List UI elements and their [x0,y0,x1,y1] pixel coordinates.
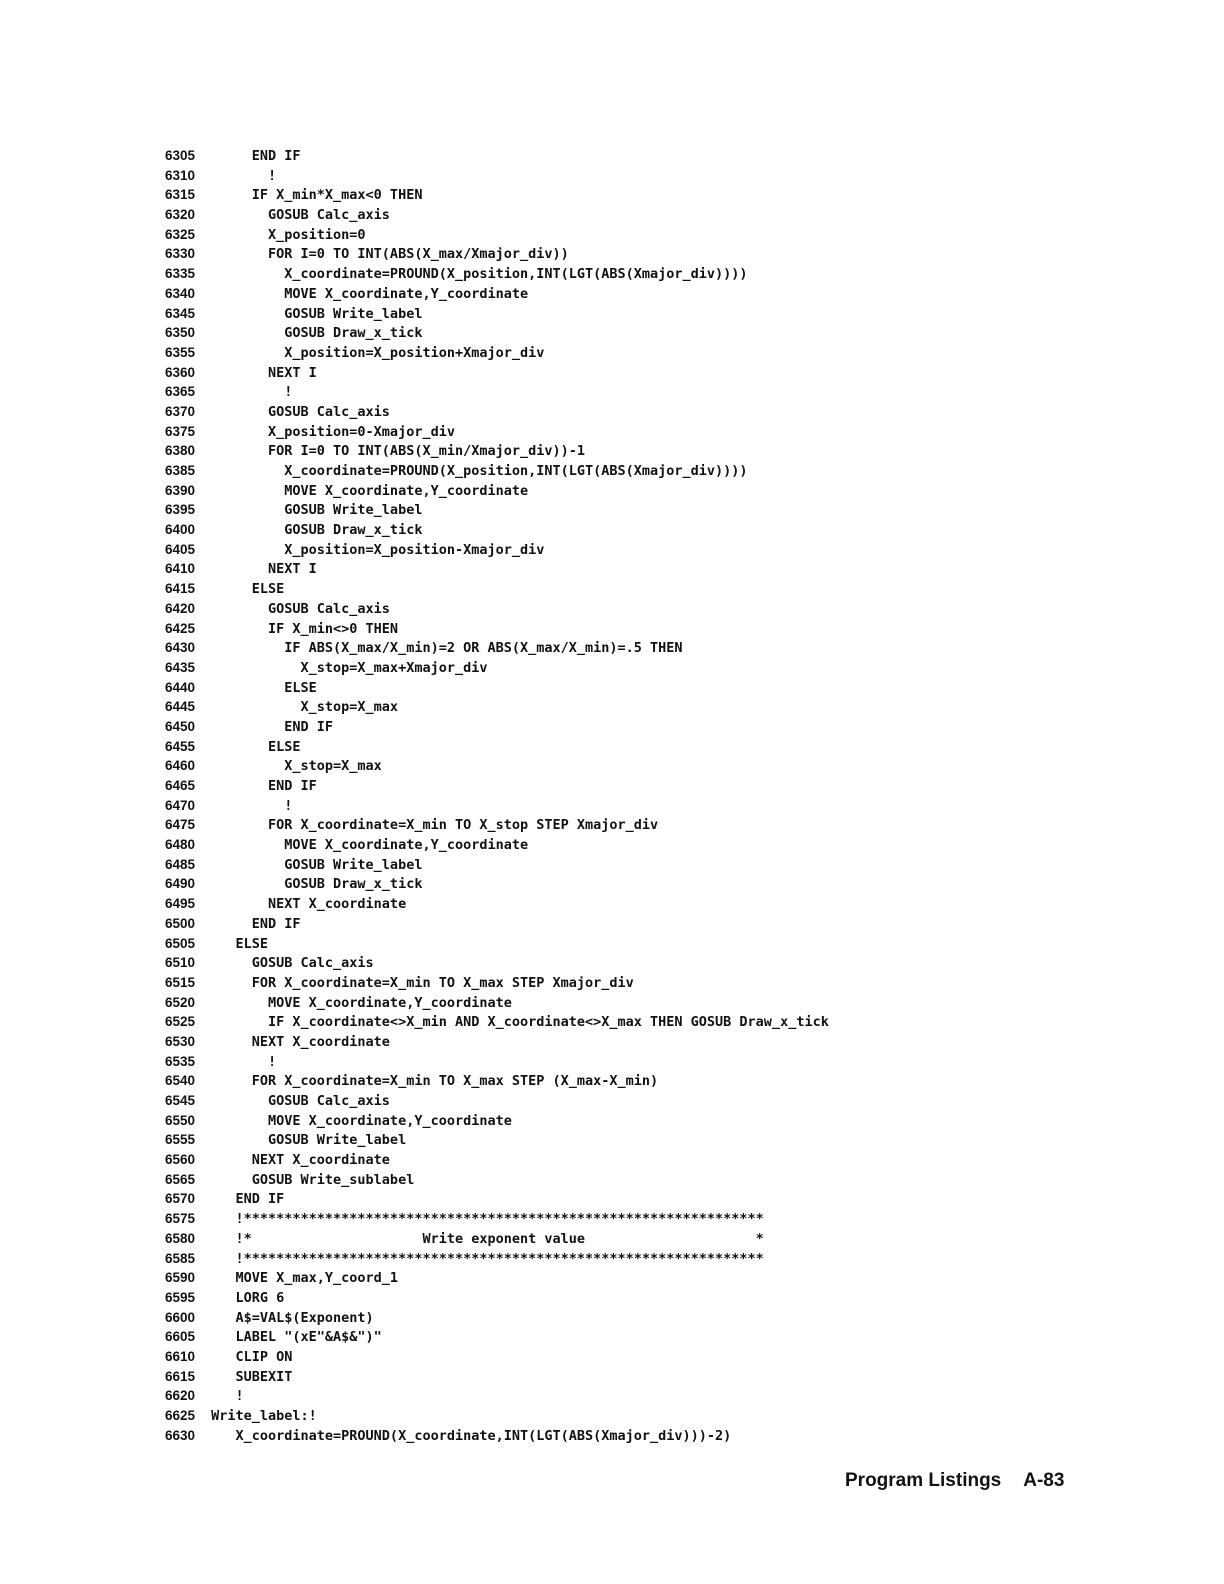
line-number: 6535 [165,1053,196,1069]
line-number: 6395 [165,502,196,518]
code-text: NEXT I [203,364,317,381]
line-number: 6415 [165,581,196,597]
code-text: NEXT X_coordinate [203,1033,390,1050]
code-text: ! [203,1388,244,1405]
line-number: 6625 [165,1408,196,1423]
line-number: 6370 [165,403,196,419]
line-number: 6400 [165,522,196,538]
code-line [165,481,1065,501]
code-text: FOR I=0 TO INT(ABS(X_max/Xmajor_div)) [203,246,569,263]
code-line [165,1071,1065,1091]
code-text: ! [203,167,277,184]
code-text: FOR X_coordinate=X_min TO X_stop STEP Xmajor_div [203,817,659,834]
line-number: 6305 [165,148,196,163]
code-line [165,559,1065,579]
line-number: 6610 [165,1348,196,1364]
code-line [165,1347,1065,1367]
line-number: 6555 [165,1132,196,1148]
line-number: 6490 [165,876,196,892]
code-line [165,1268,1065,1288]
code-line [165,264,1065,284]
code-text: !* Write exponent value * [203,1230,764,1247]
line-number: 6375 [165,423,196,439]
line-number: 6620 [165,1388,196,1404]
code-text: LORG 6 [203,1289,285,1306]
code-line [165,441,1065,461]
code-text: LABEL "(xE"&A$&")" [203,1329,382,1346]
code-text: IF X_min<>0 THEN [203,620,399,637]
line-number: 6335 [165,266,196,282]
code-text: CLIP ON [203,1348,293,1365]
code-line [165,599,1065,619]
code-text: MOVE X_coordinate,Y_coordinate [203,285,529,302]
line-number: 6540 [165,1073,196,1089]
code-text: GOSUB Draw_x_tick [203,325,423,342]
code-line [165,1032,1065,1052]
line-number: 6360 [165,364,196,380]
code-line [165,1426,1065,1446]
code-text: GOSUB Calc_axis [203,207,390,224]
code-line [165,1170,1065,1190]
code-text: X_stop=X_max [203,758,382,775]
line-number: 6470 [165,797,196,813]
code-line [165,973,1065,993]
line-number: 6525 [165,1014,196,1030]
code-text: IF X_coordinate<>X_min AND X_coordinate<>X_max THEN GOSUB Draw_x_tick [203,1014,829,1031]
line-number: 6390 [165,482,196,498]
code-line [165,934,1065,954]
code-text: GOSUB Write_label [203,856,423,873]
code-text: NEXT X_coordinate [203,1152,390,1169]
line-number: 6455 [165,738,196,754]
code-line [165,697,1065,717]
line-number: 6460 [165,758,196,774]
code-text: ! [203,1053,277,1070]
code-line [165,658,1065,678]
code-text: GOSUB Draw_x_tick [203,876,423,893]
code-line [165,166,1065,186]
code-line [165,284,1065,304]
line-number: 6565 [165,1171,196,1187]
line-number: 6380 [165,443,196,459]
code-line [165,1229,1065,1249]
line-number: 6605 [165,1329,196,1345]
code-text: MOVE X_max,Y_coord_1 [203,1270,399,1287]
code-text: FOR X_coordinate=X_min TO X_max STEP Xmajor_div [203,974,634,991]
line-number: 6465 [165,778,196,793]
line-number: 6435 [165,659,196,675]
line-number: 6320 [165,207,196,223]
code-line [165,304,1065,324]
code-text: MOVE X_coordinate,Y_coordinate [203,837,529,854]
code-text: GOSUB Calc_axis [203,1093,390,1109]
code-text: X_position=0-Xmajor_div [203,423,455,440]
line-number: 6325 [165,226,196,242]
line-number: 6615 [165,1368,196,1384]
code-text: X_coordinate=PROUND(X_coordinate,INT(LGT(ABS(Xmajor_div)))-2) [203,1427,732,1444]
code-text: END IF [203,1191,285,1208]
code-line [165,146,1065,166]
code-text: ELSE [203,581,285,598]
line-number: 6385 [165,463,196,478]
code-text: GOSUB Draw_x_tick [203,522,423,539]
code-text: GOSUB Calc_axis [203,955,374,972]
code-line [165,205,1065,225]
code-text: GOSUB Write_label [203,305,423,322]
line-number: 6420 [165,600,196,616]
code-text: !**************************************************************** [203,1211,764,1228]
code-line [165,382,1065,402]
line-number: 6515 [165,974,196,990]
code-line [165,855,1065,875]
code-text: ! [203,384,293,401]
line-number: 6445 [165,699,196,715]
code-line [165,1012,1065,1032]
code-line [165,914,1065,934]
line-number: 6345 [165,305,196,321]
line-number: 6310 [165,167,196,183]
code-line [165,874,1065,894]
code-text: X_stop=X_max+Xmajor_div [203,659,488,676]
code-text: MOVE X_coordinate,Y_coordinate [203,1112,512,1129]
code-line [165,678,1065,698]
code-line [165,894,1065,914]
page-footer [845,1470,1064,1492]
code-line [165,579,1065,599]
code-line [165,638,1065,658]
line-number: 6570 [165,1191,196,1207]
code-text: END IF [203,718,334,735]
line-number: 6585 [165,1250,196,1266]
code-line [165,1150,1065,1170]
footer-section-title: Program Listings [845,1470,1002,1491]
code-line [165,1189,1065,1209]
code-line [165,737,1065,757]
code-text: ! [203,797,293,814]
code-line [165,520,1065,540]
line-number: 6485 [165,856,196,872]
code-line [165,343,1065,363]
line-number: 6315 [165,187,196,203]
line-number: 6600 [165,1309,196,1325]
code-text: GOSUB Write_label [203,1132,407,1149]
line-number: 6560 [165,1152,196,1168]
code-text: GOSUB Write_label [203,502,423,519]
code-line [165,1327,1065,1347]
code-line [165,244,1065,264]
code-text: IF X_min*X_max<0 THEN [203,187,423,204]
code-text: MOVE X_coordinate,Y_coordinate [203,482,529,499]
code-line [165,1406,1065,1426]
code-line [165,717,1065,737]
line-number: 6530 [165,1033,196,1049]
code-line [165,500,1065,520]
code-text: END IF [203,148,301,164]
code-text: !**************************************************************** [203,1250,764,1267]
line-number: 6505 [165,935,196,951]
line-number: 6580 [165,1230,196,1246]
line-number: 6425 [165,620,196,636]
code-text: Write_label:! [203,1408,317,1424]
code-text: ELSE [203,935,269,952]
code-line [165,815,1065,835]
line-number: 6595 [165,1289,196,1305]
line-number: 6545 [165,1093,196,1108]
code-text: X_coordinate=PROUND(X_position,INT(LGT(ABS(Xmajor_div)))) [203,266,748,283]
code-line [165,225,1065,245]
code-line [165,323,1065,343]
code-line [165,185,1065,205]
line-number: 6590 [165,1270,196,1286]
code-line [165,776,1065,796]
line-number: 6350 [165,325,196,341]
code-line [165,619,1065,639]
code-text: GOSUB Calc_axis [203,600,390,617]
code-text: END IF [203,915,301,932]
code-text: X_position=0 [203,226,366,243]
code-text: SUBEXIT [203,1368,293,1385]
code-line [165,1367,1065,1387]
code-line [165,993,1065,1013]
code-text: ELSE [203,679,317,696]
code-line [165,796,1065,816]
code-text: IF ABS(X_max/X_min)=2 OR ABS(X_max/X_min)=.5 THEN [203,640,683,657]
line-number: 6495 [165,896,196,912]
code-line [165,756,1065,776]
code-text: NEXT X_coordinate [203,896,407,913]
code-text: A$=VAL$(Exponent) [203,1309,374,1326]
line-number: 6340 [165,285,196,301]
code-line [165,363,1065,383]
line-number: 6520 [165,994,196,1010]
code-text: X_position=X_position-Xmajor_div [203,541,545,558]
code-line [165,1111,1065,1131]
code-text: NEXT I [203,561,317,578]
line-number: 6510 [165,955,196,971]
line-number: 6480 [165,837,196,853]
line-number: 6405 [165,541,196,557]
line-number: 6475 [165,817,196,833]
code-text: END IF [203,778,317,794]
line-number: 6440 [165,679,196,695]
code-text: FOR X_coordinate=X_min TO X_max STEP (X_max-X_min) [203,1073,659,1090]
code-line [165,1308,1065,1328]
line-number: 6330 [165,246,196,262]
code-line [165,422,1065,442]
code-text: GOSUB Write_sublabel [203,1171,415,1188]
code-text: GOSUB Calc_axis [203,403,390,420]
code-line [165,1091,1065,1111]
code-text: X_position=X_position+Xmajor_div [203,344,545,361]
code-text: MOVE X_coordinate,Y_coordinate [203,994,512,1011]
code-line [165,1288,1065,1308]
code-line [165,1052,1065,1072]
code-line [165,540,1065,560]
code-line [165,1130,1065,1150]
line-number: 6575 [165,1211,196,1227]
code-line [165,1386,1065,1406]
code-text: X_coordinate=PROUND(X_position,INT(LGT(ABS(Xmajor_div)))) [203,463,748,479]
code-line [165,953,1065,973]
line-number: 6450 [165,718,196,734]
line-number: 6365 [165,384,196,400]
code-line [165,402,1065,422]
program-listing [165,146,1065,1445]
line-number: 6430 [165,640,196,656]
code-text: X_stop=X_max [203,699,399,716]
line-number: 6550 [165,1112,196,1128]
line-number: 6355 [165,344,196,360]
code-line [165,461,1065,481]
code-line [165,835,1065,855]
line-number: 6410 [165,561,196,577]
code-line [165,1209,1065,1229]
code-line [165,1249,1065,1269]
code-text: FOR I=0 TO INT(ABS(X_min/Xmajor_div))-1 [203,443,586,460]
page-number: A-83 [1023,1470,1065,1491]
line-number: 6500 [165,915,196,931]
code-text: ELSE [203,738,301,755]
line-number: 6630 [165,1427,196,1443]
